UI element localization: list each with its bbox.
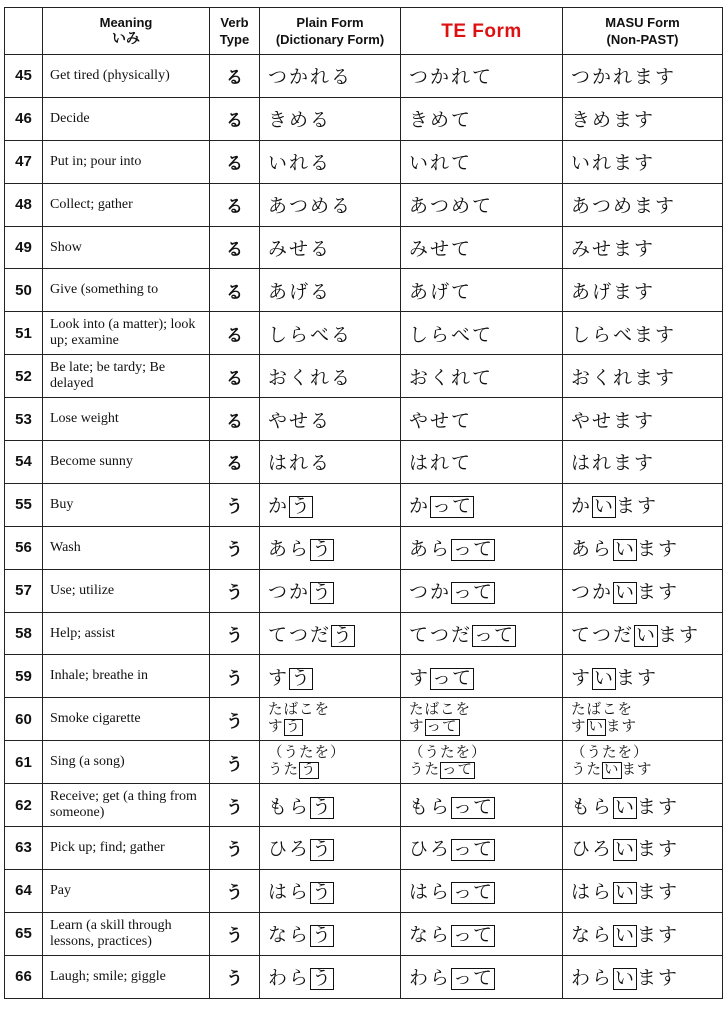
header-meaning-en: Meaning xyxy=(99,15,153,30)
verb-type-cell: る xyxy=(210,355,260,398)
meaning-cell: Show xyxy=(43,226,210,269)
masu-form-ending-boxed: い xyxy=(594,495,615,518)
table-row xyxy=(5,698,723,741)
te-form-ending-boxed: って xyxy=(453,795,494,818)
te-form-ending-boxed: って xyxy=(453,881,494,904)
te-form-cell xyxy=(401,569,563,612)
header-row xyxy=(5,8,723,55)
masu-form-stem: しらべます xyxy=(571,323,677,346)
te-form-stem: てつだ xyxy=(409,624,473,647)
plain-form-cell xyxy=(260,827,401,870)
te-form-stem: か xyxy=(409,495,431,518)
te-form-stem: わら xyxy=(409,967,452,990)
masu-form-stem: ます xyxy=(637,795,680,818)
row-number: 59 xyxy=(5,655,43,698)
te-form-ending-boxed: って xyxy=(453,838,494,861)
table-header xyxy=(5,8,723,55)
te-form-cell xyxy=(401,441,563,484)
plain-form-cell xyxy=(260,955,401,998)
te-form-stem: やせて xyxy=(409,409,473,432)
verb-type-cell: る xyxy=(210,398,260,441)
masu-form-cell xyxy=(563,741,723,784)
plain-form-cell xyxy=(260,183,401,226)
te-form-cell xyxy=(401,312,563,355)
table-row xyxy=(5,140,723,183)
meaning-cell: Become sunny xyxy=(43,441,210,484)
masu-form-stem: ます xyxy=(637,538,680,561)
meaning-cell: Laugh; smile; giggle xyxy=(43,955,210,998)
row-number: 64 xyxy=(5,869,43,912)
masu-form-prefix: （うたを） xyxy=(571,745,649,762)
meaning-cell: Put in; pour into xyxy=(43,140,210,183)
plain-form-cell xyxy=(260,569,401,612)
meaning-cell: Get tired (physically) xyxy=(43,55,210,98)
te-form-cell xyxy=(401,55,563,98)
plain-form-cell xyxy=(260,741,401,784)
meaning-cell: Receive; get (a thing from someone) xyxy=(43,784,210,827)
plain-form-cell xyxy=(260,55,401,98)
masu-form-line xyxy=(571,719,722,736)
te-form-stem: うた xyxy=(409,762,440,779)
plain-form-cell xyxy=(260,312,401,355)
plain-form-stem: みせる xyxy=(268,238,332,260)
meaning-cell: Sing (a song) xyxy=(43,741,210,784)
table-row xyxy=(5,97,723,140)
masu-form-stem: ます xyxy=(637,967,680,990)
row-number: 60 xyxy=(5,698,43,741)
te-form-stem: あつめて xyxy=(409,195,494,218)
te-form-ending-boxed: って xyxy=(453,581,494,604)
masu-form-ending-boxed: い xyxy=(615,881,636,904)
row-number: 51 xyxy=(5,312,43,355)
masu-form-cell xyxy=(563,698,723,741)
masu-form-stem: みせます xyxy=(571,238,656,260)
masu-form-cell xyxy=(563,398,723,441)
meaning-cell: Pay xyxy=(43,869,210,912)
masu-form-stem: ます xyxy=(621,762,653,779)
table-row xyxy=(5,827,723,870)
te-form-stem: いれて xyxy=(409,152,473,175)
meaning-cell: Give (something to xyxy=(43,269,210,312)
te-form-stem: きめて xyxy=(409,109,473,132)
plain-form-ending-boxed: う xyxy=(312,795,333,818)
row-number: 57 xyxy=(5,569,43,612)
row-number: 45 xyxy=(5,55,43,98)
header-meaning-jp: いみ xyxy=(112,31,140,47)
row-number: 56 xyxy=(5,526,43,569)
header-verb-type-line2: Type xyxy=(219,32,250,47)
plain-form-stem: す xyxy=(268,719,284,736)
te-form-stem: はら xyxy=(409,881,452,904)
te-form-cell xyxy=(401,741,563,784)
plain-form-ending-boxed: う xyxy=(291,495,312,518)
masu-form-stem: わら xyxy=(571,967,614,990)
verb-type-cell: る xyxy=(210,55,260,98)
masu-form-stem: ます xyxy=(637,881,680,904)
masu-form-stem: す xyxy=(571,719,587,736)
plain-form-cell xyxy=(260,97,401,140)
te-form-cell xyxy=(401,140,563,183)
te-form-stem: おくれて xyxy=(409,366,494,389)
plain-form-stem: やせる xyxy=(268,409,332,432)
te-form-line xyxy=(409,719,562,736)
plain-form-stem: ひろ xyxy=(268,838,311,861)
plain-form-stem: おくれる xyxy=(268,366,353,389)
table-row xyxy=(5,55,723,98)
plain-form-stem: つかれる xyxy=(268,66,353,89)
header-plain-line2: (Dictionary Form) xyxy=(275,32,385,47)
masu-form-ending-boxed: い xyxy=(615,538,636,561)
te-form-ending-boxed: って xyxy=(453,967,494,990)
table-row xyxy=(5,226,723,269)
masu-form-ending-boxed: い xyxy=(604,762,620,779)
te-form-stem: ひろ xyxy=(409,838,452,861)
plain-form-stem: てつだ xyxy=(268,624,332,647)
masu-form-stem: おくれます xyxy=(571,366,677,389)
plain-form-prefix: たばこを xyxy=(268,702,330,719)
verb-conjugation-table xyxy=(4,7,723,999)
plain-form-ending-boxed: う xyxy=(333,624,354,647)
plain-form-cell xyxy=(260,698,401,741)
masu-form-ending-boxed: い xyxy=(588,719,604,736)
table-row xyxy=(5,312,723,355)
masu-form-stem: あら xyxy=(571,538,614,561)
masu-form-cell xyxy=(563,140,723,183)
te-form-stem: なら xyxy=(409,924,452,947)
plain-form-stem: つか xyxy=(268,581,311,604)
verb-type-cell: る xyxy=(210,269,260,312)
plain-form-stem: はら xyxy=(268,881,311,904)
header-meaning xyxy=(43,8,210,55)
plain-form-stem: しらべる xyxy=(268,323,353,346)
plain-form-cell xyxy=(260,483,401,526)
te-form-cell xyxy=(401,912,563,955)
plain-form-cell xyxy=(260,355,401,398)
masu-form-stem: ます xyxy=(637,581,680,604)
plain-form-ending-boxed: う xyxy=(312,838,333,861)
header-te-form: TE Form xyxy=(401,8,563,55)
masu-form-cell xyxy=(563,226,723,269)
plain-form-stem: わら xyxy=(268,967,311,990)
te-form-stem: しらべて xyxy=(409,323,494,346)
verb-type-cell: う xyxy=(210,784,260,827)
row-number: 52 xyxy=(5,355,43,398)
masu-form-stem: ます xyxy=(606,719,637,736)
verb-type-cell: う xyxy=(210,912,260,955)
plain-form-ending-boxed: う xyxy=(312,538,333,561)
plain-form-cell xyxy=(260,441,401,484)
plain-form-ending-boxed: う xyxy=(312,967,333,990)
masu-form-stem: ます xyxy=(637,838,680,861)
verb-type-cell: う xyxy=(210,526,260,569)
masu-form-stem: はれます xyxy=(571,452,656,475)
masu-form-stem: なら xyxy=(571,924,614,947)
row-number: 54 xyxy=(5,441,43,484)
te-form-ending-boxed: って xyxy=(453,538,494,561)
masu-form-stem: あげます xyxy=(571,280,656,303)
plain-form-stem: か xyxy=(268,495,290,518)
row-number: 65 xyxy=(5,912,43,955)
header-masu-line1: MASU Form xyxy=(605,15,680,30)
meaning-cell: Pick up; find; gather xyxy=(43,827,210,870)
te-form-cell xyxy=(401,526,563,569)
row-number: 53 xyxy=(5,398,43,441)
te-form-cell xyxy=(401,784,563,827)
table-row xyxy=(5,869,723,912)
te-form-cell xyxy=(401,655,563,698)
masu-form-stem: ます xyxy=(616,495,659,518)
header-number xyxy=(5,8,43,55)
masu-form-stem: ひろ xyxy=(571,838,614,861)
plain-form-stem: いれる xyxy=(268,152,332,175)
te-form-cell xyxy=(401,398,563,441)
masu-form-cell xyxy=(563,55,723,98)
masu-form-ending-boxed: い xyxy=(615,581,636,604)
masu-form-ending-boxed: い xyxy=(615,838,636,861)
table-row xyxy=(5,741,723,784)
verb-type-cell: る xyxy=(210,97,260,140)
te-form-cell xyxy=(401,183,563,226)
verb-type-cell: う xyxy=(210,612,260,655)
te-form-ending-boxed: って xyxy=(442,762,473,779)
meaning-cell: Wash xyxy=(43,526,210,569)
meaning-cell: Collect; gather xyxy=(43,183,210,226)
verb-type-cell: る xyxy=(210,441,260,484)
masu-form-cell xyxy=(563,483,723,526)
masu-form-prefix: たばこを xyxy=(571,702,633,719)
te-form-line xyxy=(409,762,562,779)
masu-form-stem: ます xyxy=(637,924,680,947)
masu-form-stem: あつめます xyxy=(571,195,677,218)
table-row xyxy=(5,526,723,569)
table-row xyxy=(5,355,723,398)
meaning-cell: Inhale; breathe in xyxy=(43,655,210,698)
verb-type-cell: る xyxy=(210,226,260,269)
plain-form-cell xyxy=(260,269,401,312)
plain-form-stem: あつめる xyxy=(268,195,353,218)
plain-form-ending-boxed: う xyxy=(291,666,312,689)
masu-form-stem: やせます xyxy=(571,409,656,432)
plain-form-cell xyxy=(260,612,401,655)
masu-form-stem: いれます xyxy=(571,152,656,175)
verb-type-cell: う xyxy=(210,741,260,784)
masu-form-cell xyxy=(563,183,723,226)
te-form-prefix: たばこを xyxy=(409,702,471,719)
plain-form-ending-boxed: う xyxy=(285,719,301,736)
table-row xyxy=(5,183,723,226)
row-number: 63 xyxy=(5,827,43,870)
masu-form-stem: つかれます xyxy=(571,66,677,89)
verb-type-cell: る xyxy=(210,312,260,355)
plain-form-stem: きめる xyxy=(268,109,332,132)
header-masu-form xyxy=(563,8,723,55)
plain-form-stem: はれる xyxy=(268,452,332,475)
verb-type-cell: る xyxy=(210,183,260,226)
te-form-cell xyxy=(401,698,563,741)
te-form-stem: つかれて xyxy=(409,66,494,89)
masu-form-cell xyxy=(563,97,723,140)
te-form-stem: す xyxy=(409,719,425,736)
table-row xyxy=(5,398,723,441)
plain-form-line xyxy=(268,719,400,736)
te-form-cell xyxy=(401,483,563,526)
masu-form-stem: きめます xyxy=(571,109,656,132)
masu-form-ending-boxed: い xyxy=(594,666,615,689)
masu-form-cell xyxy=(563,912,723,955)
plain-form-prefix: （うたを） xyxy=(268,745,346,762)
te-form-stem: つか xyxy=(409,581,452,604)
meaning-cell: Smoke cigarette xyxy=(43,698,210,741)
row-number: 46 xyxy=(5,97,43,140)
plain-form-cell xyxy=(260,784,401,827)
plain-form-ending-boxed: う xyxy=(301,762,317,779)
plain-form-cell xyxy=(260,140,401,183)
te-form-cell xyxy=(401,269,563,312)
masu-form-cell xyxy=(563,269,723,312)
table-row xyxy=(5,784,723,827)
plain-form-cell xyxy=(260,526,401,569)
masu-form-cell xyxy=(563,612,723,655)
te-form-cell xyxy=(401,97,563,140)
row-number: 50 xyxy=(5,269,43,312)
verb-type-cell: う xyxy=(210,869,260,912)
table-row xyxy=(5,912,723,955)
masu-form-stem: うた xyxy=(571,762,602,779)
te-form-stem: みせて xyxy=(409,238,473,260)
te-form-prefix: （うたを） xyxy=(409,745,487,762)
masu-form-stem: ます xyxy=(616,666,659,689)
plain-form-stem: あげる xyxy=(268,280,332,303)
meaning-cell: Lose weight xyxy=(43,398,210,441)
te-form-ending-boxed: って xyxy=(426,719,458,736)
masu-form-stem: つか xyxy=(571,581,614,604)
plain-form-stem: うた xyxy=(268,762,299,779)
header-masu-line2: (Non-PAST) xyxy=(606,32,679,47)
meaning-cell: Buy xyxy=(43,483,210,526)
te-form-ending-boxed: って xyxy=(453,924,494,947)
row-number: 48 xyxy=(5,183,43,226)
te-form-cell xyxy=(401,955,563,998)
verb-type-cell: う xyxy=(210,955,260,998)
row-number: 49 xyxy=(5,226,43,269)
masu-form-line xyxy=(571,762,722,779)
te-form-stem: はれて xyxy=(409,452,473,475)
plain-form-ending-boxed: う xyxy=(312,881,333,904)
row-number: 47 xyxy=(5,140,43,183)
te-form-cell xyxy=(401,226,563,269)
row-number: 66 xyxy=(5,955,43,998)
verb-type-cell: う xyxy=(210,569,260,612)
plain-form-cell xyxy=(260,655,401,698)
masu-form-ending-boxed: い xyxy=(636,624,657,647)
meaning-cell: Decide xyxy=(43,97,210,140)
masu-form-cell xyxy=(563,655,723,698)
masu-form-stem: ます xyxy=(658,624,701,647)
te-form-stem: あげて xyxy=(409,280,473,303)
masu-form-cell xyxy=(563,869,723,912)
te-form-ending-boxed: って xyxy=(474,624,515,647)
plain-form-cell xyxy=(260,869,401,912)
masu-form-cell xyxy=(563,784,723,827)
meaning-cell: Learn (a skill through lessons, practices) xyxy=(43,912,210,955)
meaning-cell: Use; utilize xyxy=(43,569,210,612)
te-form-ending-boxed: って xyxy=(432,666,473,689)
te-form-cell xyxy=(401,612,563,655)
table-row xyxy=(5,655,723,698)
te-form-cell xyxy=(401,355,563,398)
plain-form-stem: なら xyxy=(268,924,311,947)
masu-form-ending-boxed: い xyxy=(615,967,636,990)
te-form-cell xyxy=(401,869,563,912)
te-form-stem: もら xyxy=(409,795,452,818)
masu-form-cell xyxy=(563,526,723,569)
header-verb-type-line1: Verb xyxy=(220,15,249,30)
masu-form-cell xyxy=(563,441,723,484)
plain-form-cell xyxy=(260,398,401,441)
header-plain-line1: Plain Form xyxy=(296,15,364,30)
meaning-cell: Help; assist xyxy=(43,612,210,655)
verb-type-cell: う xyxy=(210,483,260,526)
table-row xyxy=(5,441,723,484)
te-form-cell xyxy=(401,827,563,870)
verb-type-cell: う xyxy=(210,698,260,741)
masu-form-cell xyxy=(563,827,723,870)
plain-form-stem: す xyxy=(268,666,290,689)
verb-type-cell: る xyxy=(210,140,260,183)
row-number: 55 xyxy=(5,483,43,526)
table-body xyxy=(5,55,723,999)
plain-form-cell xyxy=(260,226,401,269)
row-number: 62 xyxy=(5,784,43,827)
plain-form-ending-boxed: う xyxy=(312,924,333,947)
meaning-cell: Look into (a matter); look up; examine xyxy=(43,312,210,355)
masu-form-cell xyxy=(563,569,723,612)
plain-form-stem: あら xyxy=(268,538,311,561)
plain-form-stem: もら xyxy=(268,795,311,818)
table-row xyxy=(5,612,723,655)
table-row xyxy=(5,955,723,998)
plain-form-line xyxy=(268,762,400,779)
masu-form-stem: てつだ xyxy=(571,624,635,647)
masu-form-cell xyxy=(563,312,723,355)
te-form-ending-boxed: って xyxy=(432,495,473,518)
masu-form-ending-boxed: い xyxy=(615,924,636,947)
verb-type-cell: う xyxy=(210,827,260,870)
table-row xyxy=(5,269,723,312)
masu-form-cell xyxy=(563,355,723,398)
table-row xyxy=(5,483,723,526)
masu-form-cell xyxy=(563,955,723,998)
header-verb-type xyxy=(210,8,260,55)
meaning-cell: Be late; be tardy; Be delayed xyxy=(43,355,210,398)
table-row xyxy=(5,569,723,612)
header-plain-form xyxy=(260,8,401,55)
verb-type-cell: う xyxy=(210,655,260,698)
te-form-stem: あら xyxy=(409,538,452,561)
te-form-stem: す xyxy=(409,666,431,689)
masu-form-stem: す xyxy=(571,666,593,689)
row-number: 61 xyxy=(5,741,43,784)
masu-form-stem: はら xyxy=(571,881,614,904)
plain-form-ending-boxed: う xyxy=(312,581,333,604)
row-number: 58 xyxy=(5,612,43,655)
masu-form-stem: か xyxy=(571,495,593,518)
plain-form-cell xyxy=(260,912,401,955)
masu-form-ending-boxed: い xyxy=(615,795,636,818)
masu-form-stem: もら xyxy=(571,795,614,818)
